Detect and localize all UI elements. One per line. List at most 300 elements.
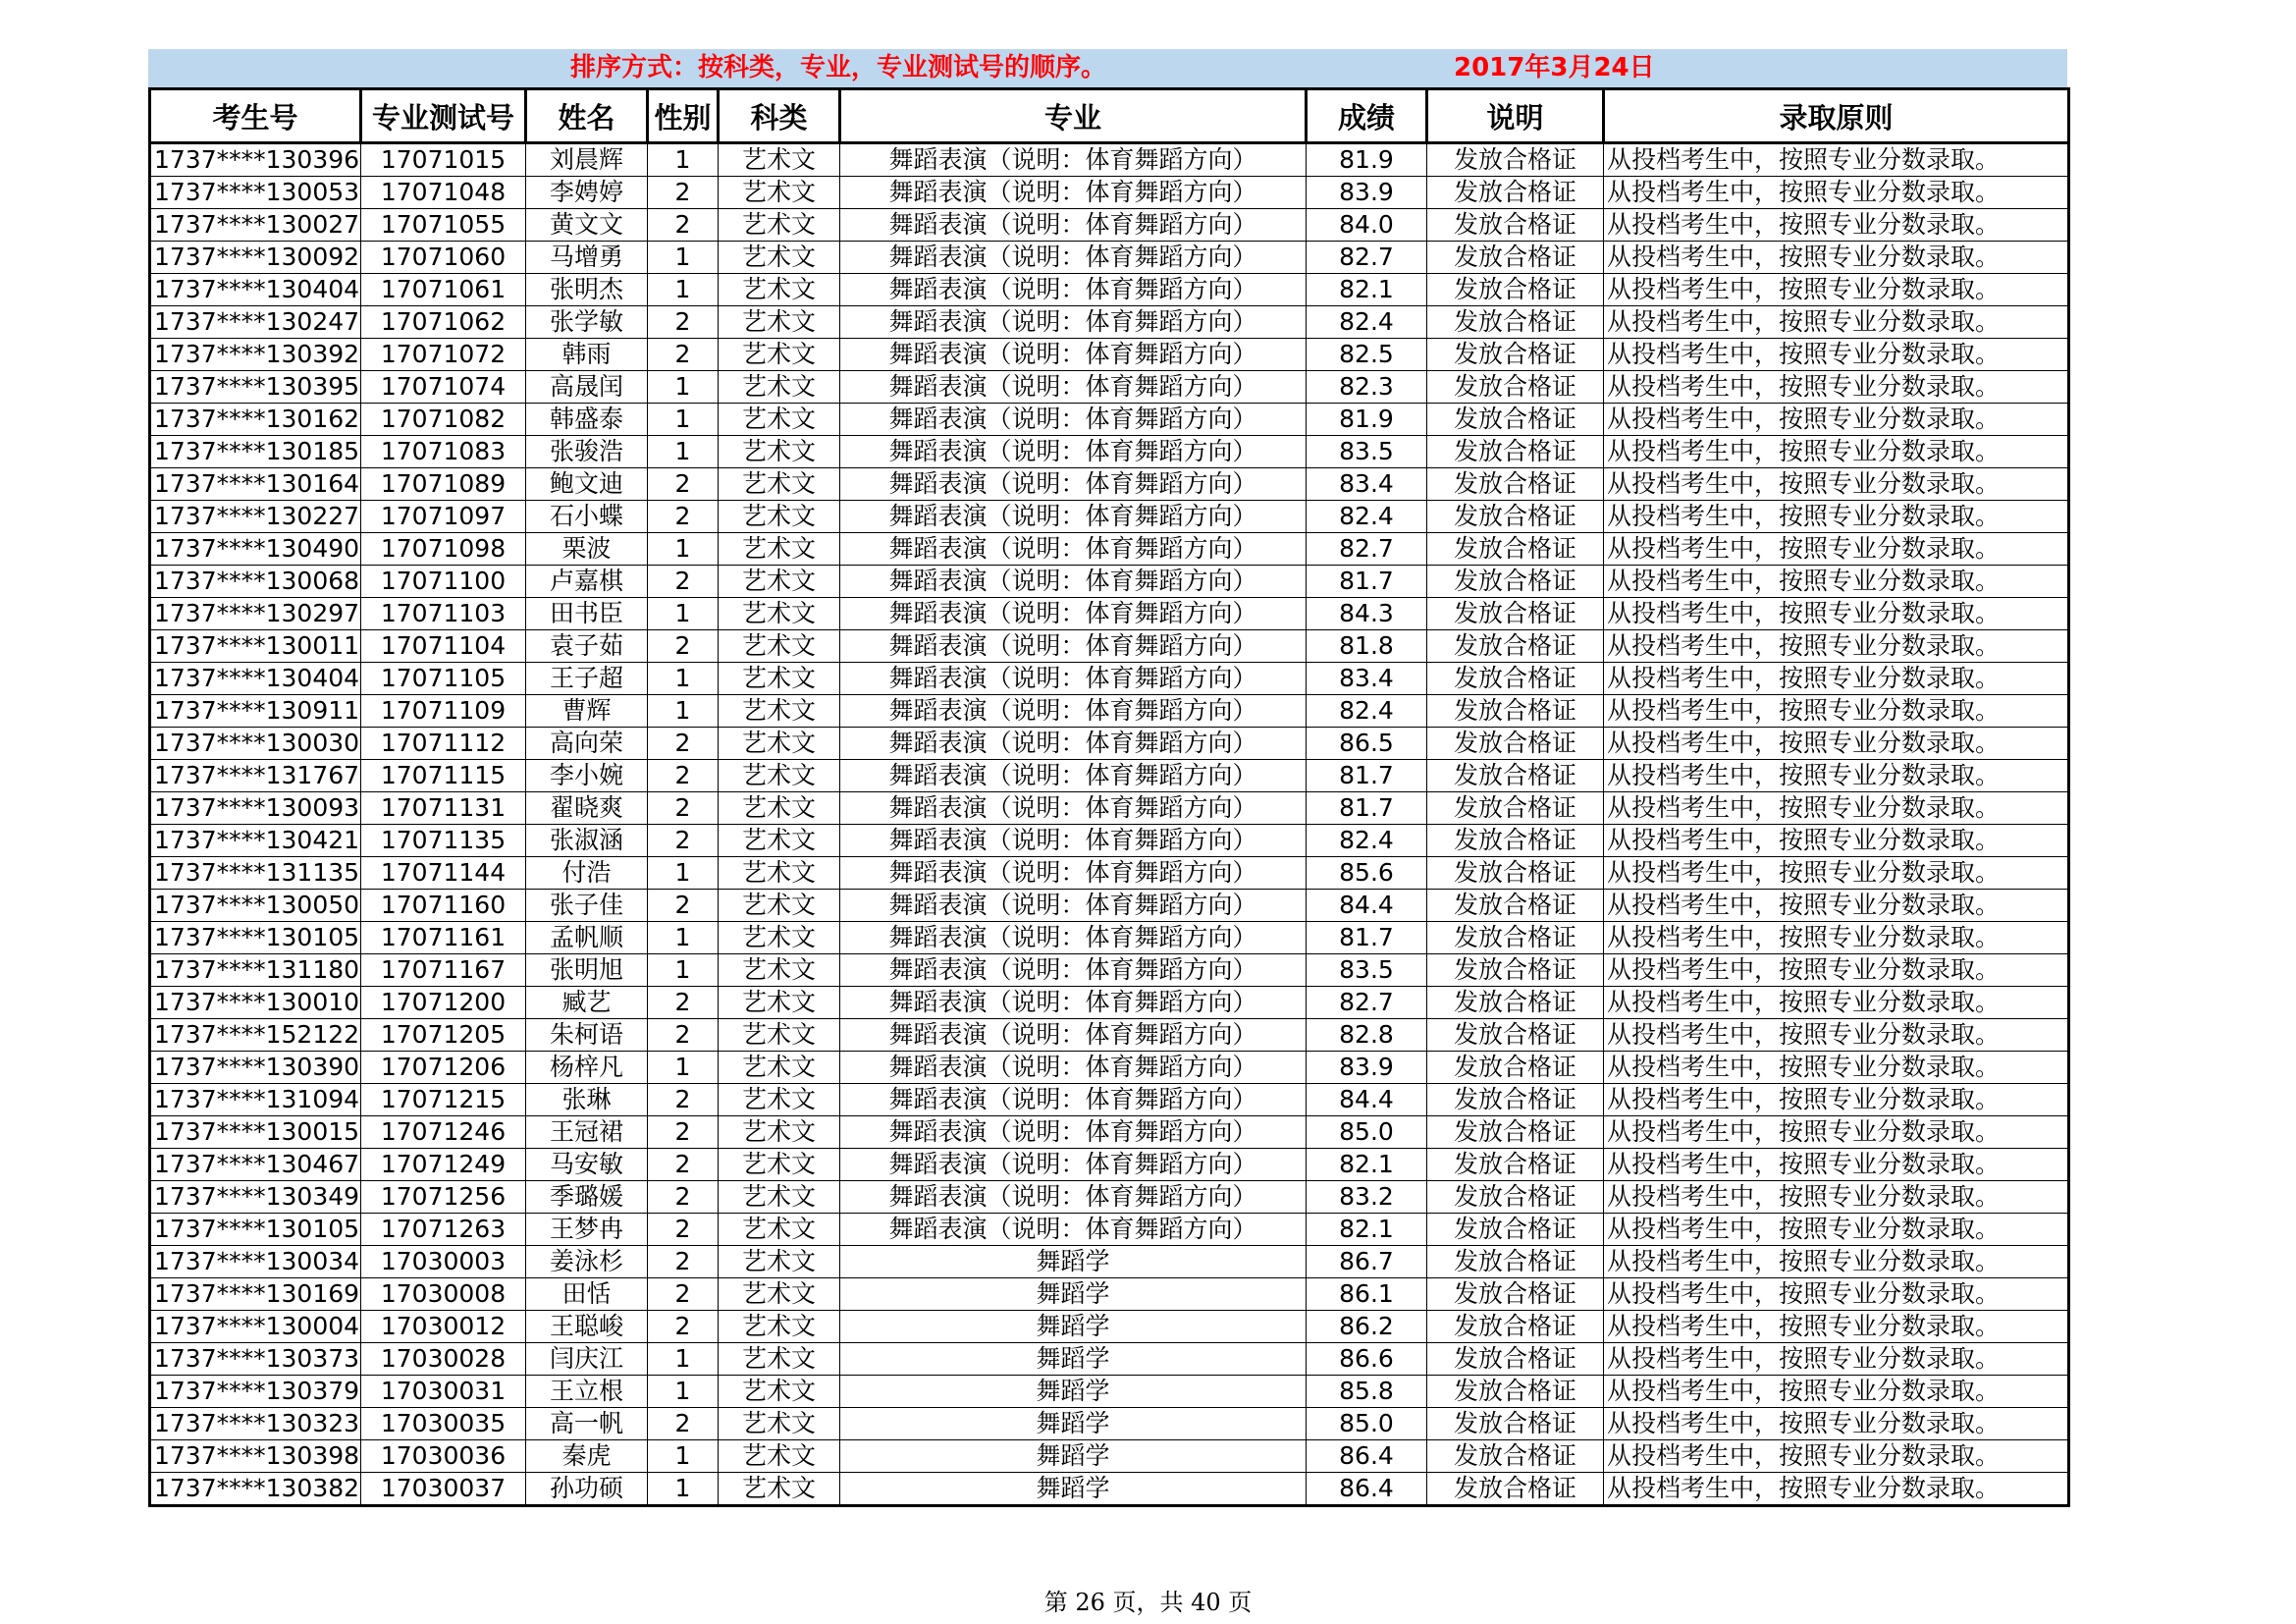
cell-note: 发放合格证 [1427,1343,1604,1376]
cell-name: 李小婉 [526,760,648,792]
cell-principle: 从投档考生中，按照专业分数录取。 [1604,1473,2069,1506]
table-body [150,143,2069,1506]
cell-gender: 1 [648,274,719,306]
cell-note: 发放合格证 [1427,533,1604,566]
cell-gender: 2 [648,1084,719,1116]
cell-name: 田恬 [526,1278,648,1311]
cell-principle: 从投档考生中，按照专业分数录取。 [1604,566,2069,598]
cell-test-id: 17030031 [361,1376,526,1408]
cell-principle: 从投档考生中，按照专业分数录取。 [1604,663,2069,695]
cell-major: 舞蹈表演（说明：体育舞蹈方向） [840,242,1307,274]
cell-test-id: 17071161 [361,922,526,954]
cell-name: 孟帆顺 [526,922,648,954]
cell-score: 86.4 [1307,1440,1427,1473]
cell-major: 舞蹈表演（说明：体育舞蹈方向） [840,1084,1307,1116]
cell-note: 发放合格证 [1427,728,1604,760]
cell-major: 舞蹈表演（说明：体育舞蹈方向） [840,1052,1307,1084]
cell-major: 舞蹈表演（说明：体育舞蹈方向） [840,1181,1307,1214]
table-row [150,339,2069,371]
cell-major: 舞蹈学 [840,1440,1307,1473]
cell-score: 85.6 [1307,857,1427,890]
cell-name: 秦虎 [526,1440,648,1473]
cell-score: 84.4 [1307,890,1427,922]
table-row [150,987,2069,1019]
header-major: 专业 [840,89,1307,143]
cell-principle: 从投档考生中，按照专业分数录取。 [1604,922,2069,954]
cell-category: 艺术文 [719,533,840,566]
cell-principle: 从投档考生中，按照专业分数录取。 [1604,1376,2069,1408]
cell-test-id: 17071062 [361,306,526,339]
cell-test-id: 17071206 [361,1052,526,1084]
cell-score: 82.1 [1307,1214,1427,1246]
cell-name: 黄文文 [526,209,648,242]
cell-principle: 从投档考生中，按照专业分数录取。 [1604,954,2069,987]
cell-category: 艺术文 [719,501,840,533]
cell-major: 舞蹈学 [840,1473,1307,1506]
cell-category: 艺术文 [719,695,840,728]
cell-test-id: 17071135 [361,825,526,857]
cell-gender: 2 [648,209,719,242]
cell-gender: 2 [648,890,719,922]
cell-gender: 2 [648,630,719,663]
cell-principle: 从投档考生中，按照专业分数录取。 [1604,501,2069,533]
table-row [150,1116,2069,1149]
cell-name: 李娉婷 [526,177,648,209]
cell-exam-id: 1737****130390 [150,1052,361,1084]
cell-gender: 2 [648,792,719,825]
cell-principle: 从投档考生中，按照专业分数录取。 [1604,695,2069,728]
cell-major: 舞蹈表演（说明：体育舞蹈方向） [840,209,1307,242]
cell-category: 艺术文 [719,1181,840,1214]
cell-test-id: 17071055 [361,209,526,242]
header-category: 科类 [719,89,840,143]
cell-gender: 2 [648,825,719,857]
cell-exam-id: 1737****130379 [150,1376,361,1408]
cell-exam-id: 1737****130373 [150,1343,361,1376]
cell-principle: 从投档考生中，按照专业分数录取。 [1604,274,2069,306]
table-row [150,728,2069,760]
cell-score: 86.5 [1307,728,1427,760]
cell-principle: 从投档考生中，按照专业分数录取。 [1604,987,2069,1019]
cell-note: 发放合格证 [1427,825,1604,857]
cell-category: 艺术文 [719,566,840,598]
cell-category: 艺术文 [719,177,840,209]
table-row [150,1149,2069,1181]
cell-gender: 2 [648,1116,719,1149]
cell-score: 85.8 [1307,1376,1427,1408]
cell-name: 张明杰 [526,274,648,306]
cell-note: 发放合格证 [1427,630,1604,663]
cell-major: 舞蹈表演（说明：体育舞蹈方向） [840,825,1307,857]
cell-major: 舞蹈表演（说明：体育舞蹈方向） [840,436,1307,468]
cell-name: 曹辉 [526,695,648,728]
cell-principle: 从投档考生中，按照专业分数录取。 [1604,598,2069,630]
cell-gender: 2 [648,728,719,760]
cell-name: 田书臣 [526,598,648,630]
cell-name: 马增勇 [526,242,648,274]
cell-gender: 1 [648,922,719,954]
cell-exam-id: 1737****130105 [150,922,361,954]
cell-test-id: 17030003 [361,1246,526,1278]
cell-major: 舞蹈表演（说明：体育舞蹈方向） [840,339,1307,371]
cell-exam-id: 1737****131180 [150,954,361,987]
table-row [150,533,2069,566]
cell-exam-id: 1737****130395 [150,371,361,404]
cell-score: 83.9 [1307,1052,1427,1084]
cell-test-id: 17071256 [361,1181,526,1214]
cell-principle: 从投档考生中，按照专业分数录取。 [1604,1181,2069,1214]
cell-note: 发放合格证 [1427,1116,1604,1149]
cell-name: 高向荣 [526,728,648,760]
cell-major: 舞蹈表演（说明：体育舞蹈方向） [840,760,1307,792]
cell-note: 发放合格证 [1427,242,1604,274]
cell-score: 82.5 [1307,339,1427,371]
cell-name: 臧艺 [526,987,648,1019]
cell-major: 舞蹈表演（说明：体育舞蹈方向） [840,533,1307,566]
cell-score: 83.4 [1307,468,1427,501]
cell-gender: 2 [648,760,719,792]
table-row [150,760,2069,792]
cell-score: 86.7 [1307,1246,1427,1278]
cell-exam-id: 1737****130404 [150,274,361,306]
cell-category: 艺术文 [719,1116,840,1149]
cell-score: 83.9 [1307,177,1427,209]
cell-exam-id: 1737****130392 [150,339,361,371]
cell-principle: 从投档考生中，按照专业分数录取。 [1604,436,2069,468]
cell-gender: 1 [648,857,719,890]
header-gender: 性别 [648,89,719,143]
cell-gender: 2 [648,501,719,533]
cell-exam-id: 1737****130068 [150,566,361,598]
cell-category: 艺术文 [719,857,840,890]
cell-principle: 从投档考生中，按照专业分数录取。 [1604,306,2069,339]
cell-score: 81.7 [1307,922,1427,954]
cell-gender: 1 [648,143,719,177]
cell-exam-id: 1737****130323 [150,1408,361,1440]
table-row [150,242,2069,274]
cell-major: 舞蹈表演（说明：体育舞蹈方向） [840,890,1307,922]
cell-test-id: 17030036 [361,1440,526,1473]
cell-score: 85.0 [1307,1408,1427,1440]
cell-test-id: 17071160 [361,890,526,922]
cell-major: 舞蹈表演（说明：体育舞蹈方向） [840,1149,1307,1181]
cell-category: 艺术文 [719,598,840,630]
cell-principle: 从投档考生中，按照专业分数录取。 [1604,143,2069,177]
cell-name: 张琳 [526,1084,648,1116]
cell-test-id: 17071061 [361,274,526,306]
cell-note: 发放合格证 [1427,1376,1604,1408]
cell-principle: 从投档考生中，按照专业分数录取。 [1604,1278,2069,1311]
cell-test-id: 17071100 [361,566,526,598]
cell-name: 杨梓凡 [526,1052,648,1084]
cell-gender: 2 [648,177,719,209]
cell-note: 发放合格证 [1427,501,1604,533]
cell-exam-id: 1737****130349 [150,1181,361,1214]
cell-name: 卢嘉棋 [526,566,648,598]
cell-principle: 从投档考生中，按照专业分数录取。 [1604,242,2069,274]
cell-major: 舞蹈表演（说明：体育舞蹈方向） [840,274,1307,306]
cell-gender: 2 [648,1311,719,1343]
cell-test-id: 17071144 [361,857,526,890]
cell-note: 发放合格证 [1427,760,1604,792]
table-row [150,1440,2069,1473]
cell-major: 舞蹈表演（说明：体育舞蹈方向） [840,792,1307,825]
cell-score: 83.2 [1307,1181,1427,1214]
admission-table [148,87,2070,1507]
cell-name: 张明旭 [526,954,648,987]
cell-major: 舞蹈表演（说明：体育舞蹈方向） [840,404,1307,436]
cell-principle: 从投档考生中，按照专业分数录取。 [1604,857,2069,890]
cell-category: 艺术文 [719,987,840,1019]
cell-test-id: 17030037 [361,1473,526,1506]
cell-principle: 从投档考生中，按照专业分数录取。 [1604,1116,2069,1149]
cell-score: 84.3 [1307,598,1427,630]
cell-note: 发放合格证 [1427,404,1604,436]
cell-exam-id: 1737****130247 [150,306,361,339]
cell-major: 舞蹈表演（说明：体育舞蹈方向） [840,1019,1307,1052]
cell-name: 孙功硕 [526,1473,648,1506]
cell-major: 舞蹈学 [840,1246,1307,1278]
cell-exam-id: 1737****130004 [150,1311,361,1343]
cell-major: 舞蹈表演（说明：体育舞蹈方向） [840,598,1307,630]
cell-exam-id: 1737****130034 [150,1246,361,1278]
cell-name: 王子超 [526,663,648,695]
cell-score: 82.7 [1307,533,1427,566]
cell-gender: 1 [648,598,719,630]
cell-exam-id: 1737****130164 [150,468,361,501]
cell-major: 舞蹈表演（说明：体育舞蹈方向） [840,468,1307,501]
cell-gender: 1 [648,1343,719,1376]
cell-score: 83.5 [1307,954,1427,987]
cell-major: 舞蹈表演（说明：体育舞蹈方向） [840,177,1307,209]
cell-principle: 从投档考生中，按照专业分数录取。 [1604,890,2069,922]
table-row [150,954,2069,987]
cell-score: 86.2 [1307,1311,1427,1343]
cell-principle: 从投档考生中，按照专业分数录取。 [1604,533,2069,566]
cell-score: 82.4 [1307,695,1427,728]
cell-note: 发放合格证 [1427,1440,1604,1473]
cell-category: 艺术文 [719,1311,840,1343]
cell-note: 发放合格证 [1427,1019,1604,1052]
cell-principle: 从投档考生中，按照专业分数录取。 [1604,209,2069,242]
cell-exam-id: 1737****130105 [150,1214,361,1246]
cell-principle: 从投档考生中，按照专业分数录取。 [1604,1019,2069,1052]
cell-name: 韩雨 [526,339,648,371]
cell-name: 石小蝶 [526,501,648,533]
cell-category: 艺术文 [719,242,840,274]
cell-name: 马安敏 [526,1149,648,1181]
header-test-id: 专业测试号 [361,89,526,143]
cell-category: 艺术文 [719,1052,840,1084]
cell-score: 82.1 [1307,1149,1427,1181]
cell-exam-id: 1737****131094 [150,1084,361,1116]
cell-gender: 1 [648,404,719,436]
cell-name: 朱柯语 [526,1019,648,1052]
cell-exam-id: 1737****152122 [150,1019,361,1052]
cell-test-id: 17030008 [361,1278,526,1311]
table-row [150,404,2069,436]
cell-score: 84.0 [1307,209,1427,242]
cell-test-id: 17071060 [361,242,526,274]
table-header-row [150,89,2069,143]
cell-note: 发放合格证 [1427,1473,1604,1506]
cell-test-id: 17030028 [361,1343,526,1376]
cell-major: 舞蹈表演（说明：体育舞蹈方向） [840,630,1307,663]
table-row [150,792,2069,825]
header-name: 姓名 [526,89,648,143]
cell-category: 艺术文 [719,728,840,760]
cell-exam-id: 1737****130169 [150,1278,361,1311]
cell-category: 艺术文 [719,1084,840,1116]
cell-score: 83.5 [1307,436,1427,468]
cell-test-id: 17071205 [361,1019,526,1052]
cell-category: 艺术文 [719,1376,840,1408]
cell-name: 张骏浩 [526,436,648,468]
cell-note: 发放合格证 [1427,1278,1604,1311]
cell-gender: 1 [648,1473,719,1506]
cell-test-id: 17071109 [361,695,526,728]
cell-gender: 1 [648,954,719,987]
cell-major: 舞蹈表演（说明：体育舞蹈方向） [840,922,1307,954]
cell-gender: 1 [648,695,719,728]
cell-test-id: 17071249 [361,1149,526,1181]
cell-exam-id: 1737****130011 [150,630,361,663]
cell-category: 艺术文 [719,436,840,468]
cell-name: 王立根 [526,1376,648,1408]
cell-note: 发放合格证 [1427,857,1604,890]
cell-major: 舞蹈表演（说明：体育舞蹈方向） [840,143,1307,177]
table-row [150,1278,2069,1311]
cell-name: 袁子茹 [526,630,648,663]
table-row [150,1052,2069,1084]
cell-name: 栗波 [526,533,648,566]
cell-gender: 1 [648,371,719,404]
cell-name: 王梦冉 [526,1214,648,1246]
cell-exam-id: 1737****131135 [150,857,361,890]
cell-exam-id: 1737****130050 [150,890,361,922]
cell-category: 艺术文 [719,274,840,306]
cell-note: 发放合格证 [1427,143,1604,177]
cell-note: 发放合格证 [1427,177,1604,209]
cell-note: 发放合格证 [1427,695,1604,728]
cell-test-id: 17071112 [361,728,526,760]
table-row [150,274,2069,306]
cell-test-id: 17071074 [361,371,526,404]
cell-score: 82.7 [1307,242,1427,274]
cell-gender: 2 [648,1019,719,1052]
sort-description: 排序方式：按科类，专业，专业测试号的顺序。 [570,53,1107,82]
cell-category: 艺术文 [719,890,840,922]
cell-note: 发放合格证 [1427,922,1604,954]
cell-category: 艺术文 [719,1408,840,1440]
cell-principle: 从投档考生中，按照专业分数录取。 [1604,760,2069,792]
cell-score: 81.7 [1307,792,1427,825]
cell-category: 艺术文 [719,1278,840,1311]
table-row [150,598,2069,630]
cell-exam-id: 1737****130162 [150,404,361,436]
cell-gender: 2 [648,339,719,371]
cell-gender: 2 [648,306,719,339]
cell-exam-id: 1737****130093 [150,792,361,825]
cell-major: 舞蹈学 [840,1343,1307,1376]
cell-note: 发放合格证 [1427,987,1604,1019]
cell-score: 82.4 [1307,501,1427,533]
cell-category: 艺术文 [719,922,840,954]
cell-gender: 1 [648,1376,719,1408]
cell-major: 舞蹈表演（说明：体育舞蹈方向） [840,371,1307,404]
cell-test-id: 17071098 [361,533,526,566]
cell-note: 发放合格证 [1427,1246,1604,1278]
publish-date: 2017年3月24日 [1454,53,1655,82]
cell-category: 艺术文 [719,760,840,792]
cell-gender: 1 [648,436,719,468]
cell-score: 86.6 [1307,1343,1427,1376]
cell-major: 舞蹈表演（说明：体育舞蹈方向） [840,728,1307,760]
cell-note: 发放合格证 [1427,1311,1604,1343]
cell-score: 81.9 [1307,143,1427,177]
cell-test-id: 17071246 [361,1116,526,1149]
cell-note: 发放合格证 [1427,436,1604,468]
table-row [150,436,2069,468]
cell-major: 舞蹈表演（说明：体育舞蹈方向） [840,501,1307,533]
cell-category: 艺术文 [719,1343,840,1376]
cell-note: 发放合格证 [1427,663,1604,695]
cell-test-id: 17071103 [361,598,526,630]
cell-score: 84.4 [1307,1084,1427,1116]
cell-exam-id: 1737****130421 [150,825,361,857]
cell-test-id: 17071082 [361,404,526,436]
cell-principle: 从投档考生中，按照专业分数录取。 [1604,1440,2069,1473]
cell-principle: 从投档考生中，按照专业分数录取。 [1604,630,2069,663]
cell-principle: 从投档考生中，按照专业分数录取。 [1604,1149,2069,1181]
table-row [150,825,2069,857]
cell-note: 发放合格证 [1427,1181,1604,1214]
cell-category: 艺术文 [719,404,840,436]
cell-category: 艺术文 [719,792,840,825]
cell-exam-id: 1737****130185 [150,436,361,468]
cell-note: 发放合格证 [1427,598,1604,630]
cell-note: 发放合格证 [1427,954,1604,987]
cell-gender: 2 [648,468,719,501]
cell-category: 艺术文 [719,630,840,663]
cell-category: 艺术文 [719,954,840,987]
cell-test-id: 17071048 [361,177,526,209]
cell-exam-id: 1737****130027 [150,209,361,242]
table-row [150,1473,2069,1506]
cell-exam-id: 1737****130398 [150,1440,361,1473]
page-footer: 第 26 页，共 40 页 [1043,1589,1253,1616]
cell-note: 发放合格证 [1427,1408,1604,1440]
cell-test-id: 17071115 [361,760,526,792]
cell-gender: 2 [648,987,719,1019]
table-row [150,143,2069,177]
cell-name: 高一帆 [526,1408,648,1440]
cell-score: 82.3 [1307,371,1427,404]
table-row [150,1408,2069,1440]
cell-category: 艺术文 [719,1246,840,1278]
cell-principle: 从投档考生中，按照专业分数录取。 [1604,1084,2069,1116]
sort-banner [148,49,2067,87]
cell-exam-id: 1737****130467 [150,1149,361,1181]
header-exam-id: 考生号 [150,89,361,143]
cell-name: 翟晓爽 [526,792,648,825]
table-row [150,1343,2069,1376]
cell-note: 发放合格证 [1427,371,1604,404]
cell-score: 86.1 [1307,1278,1427,1311]
cell-gender: 1 [648,242,719,274]
cell-exam-id: 1737****131767 [150,760,361,792]
cell-score: 82.4 [1307,825,1427,857]
